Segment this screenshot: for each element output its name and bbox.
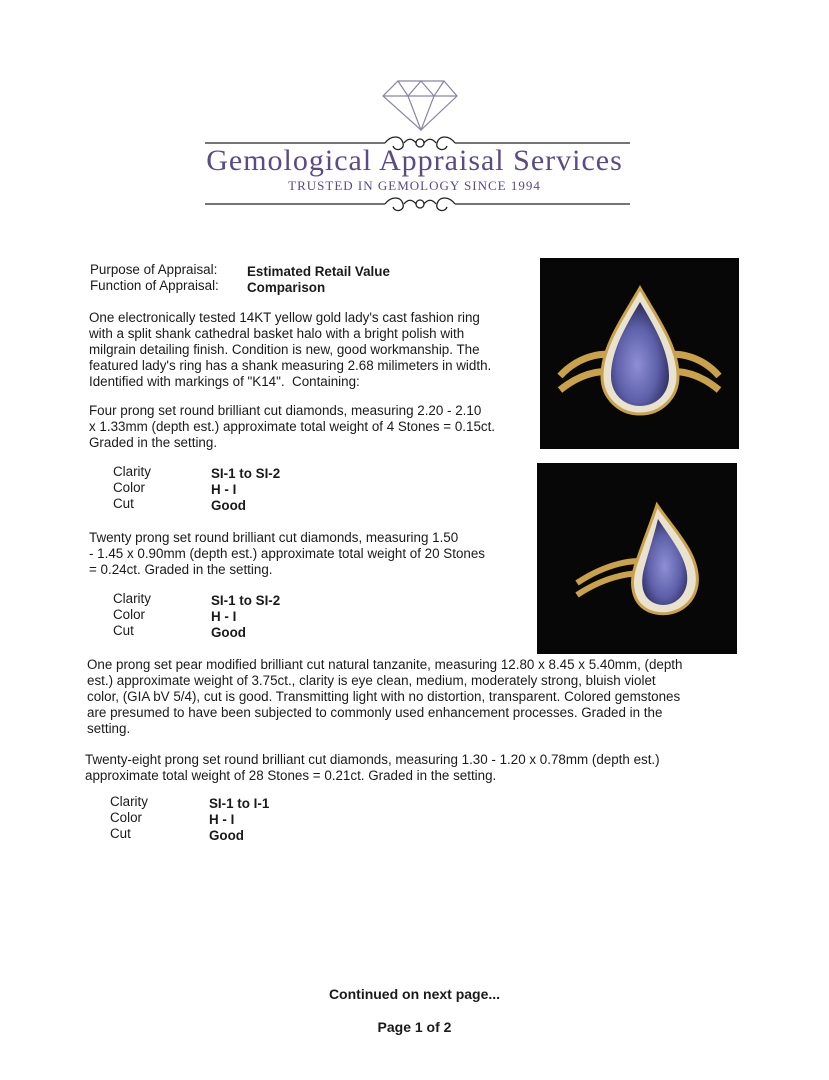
ring-photo-front — [540, 258, 739, 449]
continued-note: Continued on next page... — [328, 986, 501, 1002]
bottom-ornament-rule — [205, 198, 630, 211]
purpose-value: Estimated Retail Value — [247, 264, 390, 279]
grade-label: Cut — [113, 496, 134, 511]
stone-text-line: Graded in the setting. — [89, 435, 218, 450]
function-value: Comparison — [247, 280, 326, 295]
description-line: featured lady's ring has a shank measuring 2.68 milimeters in width. — [89, 358, 492, 373]
stone-text-line: setting. — [87, 721, 131, 736]
grade-value: H - I — [211, 609, 237, 624]
grade-label: Clarity — [113, 464, 151, 479]
ring-side-image — [537, 463, 737, 654]
grade-label: Clarity — [110, 794, 148, 809]
grade-label: Clarity — [113, 591, 151, 606]
grade-value: SI-1 to I-1 — [209, 796, 270, 811]
purpose-label: Purpose of Appraisal: — [90, 262, 218, 277]
description-line: One electronically tested 14KT yellow gold lady's cast fashion ring — [89, 310, 480, 325]
ring-photo-side — [537, 463, 737, 654]
page-number: Page 1 of 2 — [377, 1019, 452, 1035]
stone-text-line: One prong set pear modified brilliant cut natural tanzanite, measuring 12.80 x 8.45 x 5.40mm, (depth — [87, 657, 683, 672]
grade-value: SI-1 to SI-2 — [211, 466, 281, 481]
stone-text-line: are presumed to have been subjected to commonly used enhancement processes. Graded in the — [87, 705, 663, 720]
grade-label: Color — [110, 810, 142, 825]
stone-text-line: Twenty-eight prong set round brilliant cut diamonds, measuring 1.30 - 1.20 x 0.78mm (depth est.) — [85, 752, 660, 767]
stone-text-line: approximate total weight of 28 Stones = 0.21ct. Graded in the setting. — [85, 768, 497, 783]
stone-text-line: Twenty prong set round brilliant cut diamonds, measuring 1.50 — [89, 530, 459, 545]
company-name: Gemological Appraisal Services — [206, 144, 623, 177]
stone-text-line: - 1.45 x 0.90mm (depth est.) approximate total weight of 20 Stones — [89, 546, 485, 561]
description-line: milgrain detailing finish. Condition is new, good workmanship. The — [89, 342, 480, 357]
grade-label: Color — [113, 480, 145, 495]
grade-value: SI-1 to SI-2 — [211, 593, 281, 608]
ring-front-image — [540, 258, 739, 449]
grade-value: H - I — [209, 812, 235, 827]
grade-label: Cut — [113, 623, 134, 638]
stone-text-line: color, (GIA bV 5/4), cut is good. Transmitting light with no distortion, transparent. Colored gemstones — [87, 689, 681, 704]
description-line: with a split shank cathedral basket halo with a bright polish with — [89, 326, 465, 341]
grade-value: Good — [209, 828, 244, 843]
company-tagline: TRUSTED IN GEMOLOGY SINCE 1994 — [288, 178, 541, 193]
grade-value: Good — [211, 498, 246, 513]
description-line: Identified with markings of "K14". Containing: — [89, 374, 360, 389]
stone-text-line: x 1.33mm (depth est.) approximate total weight of 4 Stones = 0.15ct. — [89, 419, 496, 434]
diamond-logo-icon — [383, 81, 457, 130]
grade-label: Color — [113, 607, 145, 622]
grade-value: H - I — [211, 482, 237, 497]
grade-label: Cut — [110, 826, 131, 841]
company-logo — [0, 0, 829, 230]
stone-text-line: = 0.24ct. Graded in the setting. — [89, 562, 273, 577]
function-label: Function of Appraisal: — [90, 278, 219, 293]
stone-text-line: Four prong set round brilliant cut diamonds, measuring 2.20 - 2.10 — [89, 403, 482, 418]
grade-value: Good — [211, 625, 246, 640]
stone-text-line: est.) approximate weight of 3.75ct., clarity is eye clean, medium, moderately strong, bluish violet — [87, 673, 656, 688]
